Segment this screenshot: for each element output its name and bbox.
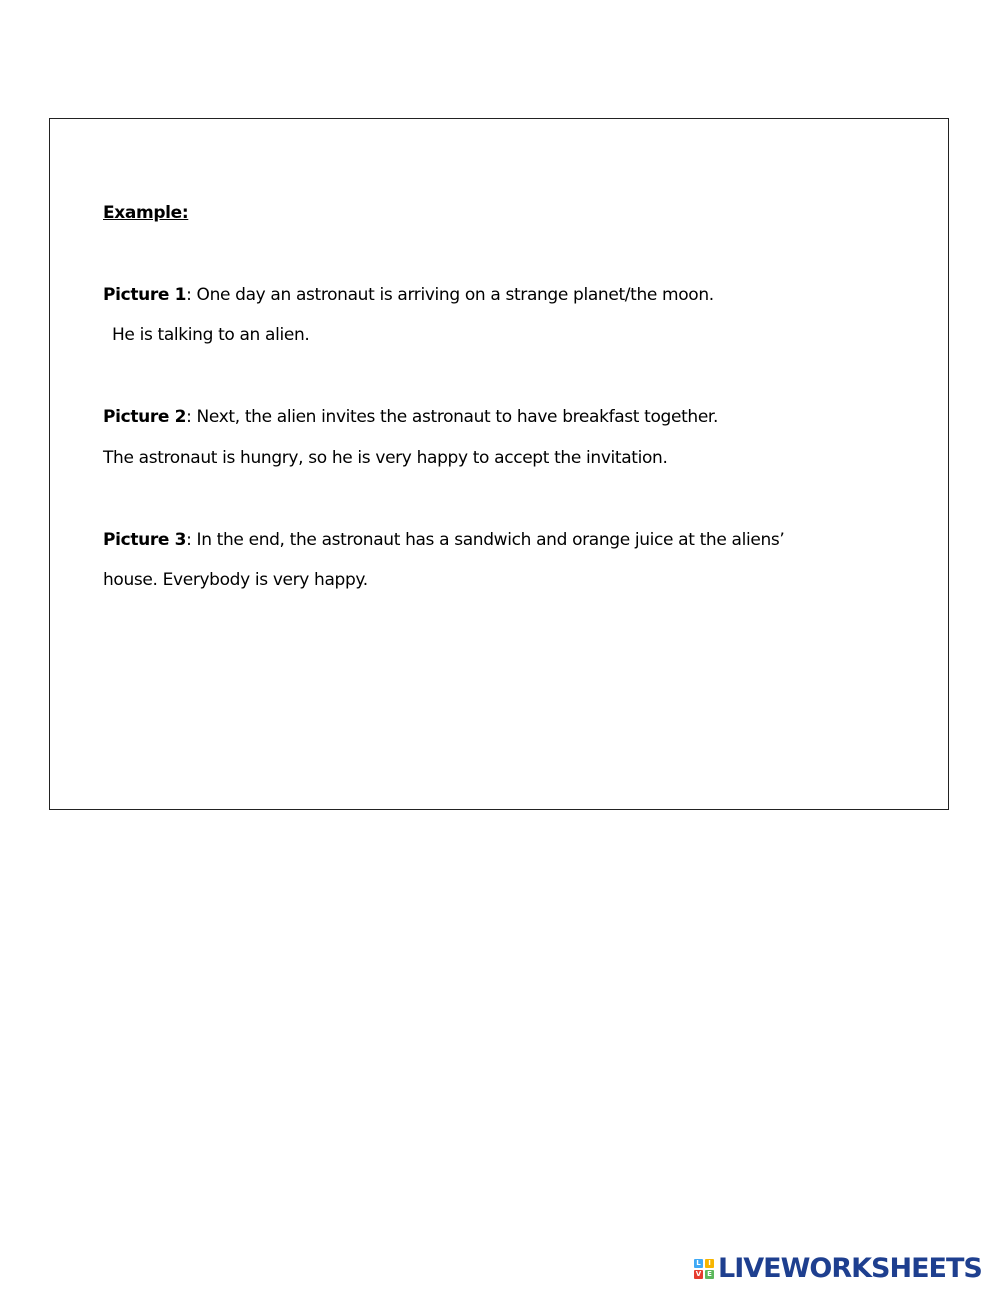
picture-1-text: : One day an astronaut is arriving on a strange planet/the moon.	[186, 285, 714, 305]
picture-3-line-2: house. Everybody is very happy.	[103, 570, 368, 590]
picture-1-label: Picture 1	[103, 285, 187, 305]
picture-2-text: : Next, the alien invites the astronaut to have breakfast together.	[186, 407, 719, 427]
picture-2-label: Picture 2	[103, 407, 187, 427]
picture-1-line-2: He is talking to an alien.	[112, 325, 310, 345]
picture-1-line-1	[103, 285, 714, 305]
picture-2-line-1	[103, 407, 718, 427]
logo-text: LIVEWORKSHEETS	[718, 1253, 982, 1284]
logo-mark-tile-i: I	[705, 1259, 714, 1268]
example-heading: Example:	[103, 203, 189, 223]
liveworksheets-logo[interactable]	[694, 1253, 982, 1284]
logo-mark-icon	[694, 1259, 714, 1279]
picture-3-label: Picture 3	[103, 530, 187, 550]
logo-mark-tile-l: L	[694, 1259, 703, 1268]
logo-mark-tile-v: V	[695, 1270, 702, 1278]
picture-3-line-1	[103, 530, 784, 550]
picture-2-line-2: The astronaut is hungry, so he is very happy to accept the invitation.	[103, 448, 668, 468]
logo-mark-tile-e: E	[705, 1270, 714, 1279]
picture-3-text: : In the end, the astronaut has a sandwich and orange juice at the aliens’	[186, 530, 785, 550]
